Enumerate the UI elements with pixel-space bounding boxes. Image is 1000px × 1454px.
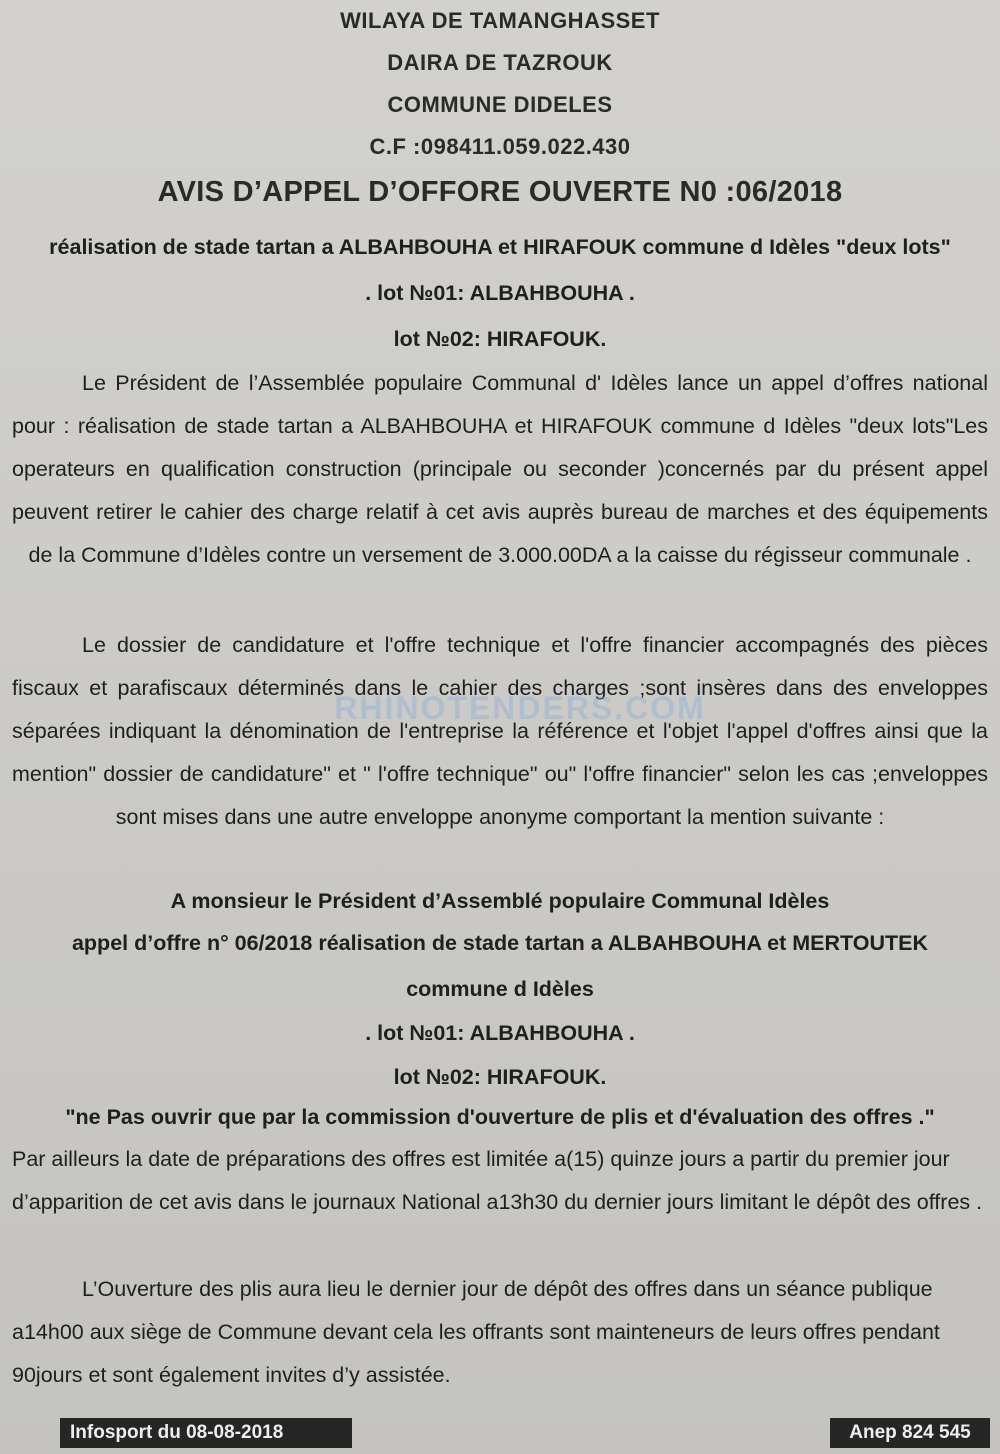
footer-source: Infosport du 08-08-2018 xyxy=(60,1418,352,1448)
lot-1-bottom: . lot №01: ALBAHBOUHA . xyxy=(365,1021,635,1045)
notice-title: AVIS D’APPEL D’OFFORE OUVERTE N0 :06/2018 xyxy=(157,176,843,208)
lot-2-bottom: lot №02: HIRAFOUK. xyxy=(393,1065,607,1089)
address-ref: appel d’offre n° 06/2018 réalisation de stade tartan a ALBAHBOUHA et MERTOUTEK xyxy=(71,931,929,955)
commune-line: COMMUNE DIDELES xyxy=(387,92,613,117)
paragraph-1: Le Président de l’Assemblée populaire Communal d' Idèles lance un appel d’offres national pour : réalisation de stade tartan a ALBAHBOUHA et HIRAFOUK commune d Idèles "deux lots"Les operateurs en qualification construction (principale ou seconder )concernés par du présent appel peuvent retirer le cahier des charge relatif à cet avis auprès bureau de marches et des équipements de la Commune d’Idèles contre un versement de 3.000.00DA a la caisse du régisseur communale . xyxy=(12,371,988,567)
paragraph-4: L’Ouverture des plis aura lieu le dernier jour de dépôt des offres dans un séance publique a14h00 aux siège de Commune devant cela les offrants sont mainteneurs de leurs offres pendant 90jours et sont également invites d’y assistée. xyxy=(12,1277,940,1387)
wilaya-line: WILAYA DE TAMANGHASSET xyxy=(340,8,660,33)
lot-2-top: lot №02: HIRAFOUK. xyxy=(393,327,607,351)
paragraph-3: Par ailleurs la date de préparations des offres est limitée a(15) quinze jours a partir du premier jour d’apparition de cet avis dans le journaux National a13h30 du dernier jours limitant le dépôt des offres . xyxy=(12,1147,983,1214)
header xyxy=(0,0,1000,214)
address-commune: commune d Idèles xyxy=(406,977,594,1001)
address-to: A monsieur le Président d’Assemblé populaire Communal Idèles xyxy=(170,889,830,913)
watermark: RHINOTENDERS.COM xyxy=(334,690,706,726)
daira-line: DAIRA DE TAZROUK xyxy=(387,50,613,75)
subject-line: réalisation de stade tartan a ALBAHBOUHA et HIRAFOUK commune d Idèles "deux lots" xyxy=(49,235,951,259)
lot-1-top: . lot №01: ALBAHBOUHA . xyxy=(365,281,635,305)
footer-anep-ref: Anep 824 545 xyxy=(830,1418,990,1448)
cf-line: C.F :098411.059.022.430 xyxy=(369,134,631,159)
notice-do-not-open: "ne Pas ouvrir que par la commission d'ouverture de plis et d'évaluation des offres ." xyxy=(65,1105,935,1129)
paragraph-2: Le dossier de candidature et l'offre technique et l'offre financier accompagnés des pièces fiscaux et parafiscaux déterminés dans le cahier des charges ;sont insères dans des enveloppes séparées indiquant la dénomination de l'entreprise la référence et l'objet l'appel d'offres ainsi que la mention" dossier de candidature" et " l'offre technique" ou" l'offre financier" selon les cas ;enveloppes sont mises dans une autre enveloppe anonyme comportant la mention suivante : xyxy=(12,633,988,829)
